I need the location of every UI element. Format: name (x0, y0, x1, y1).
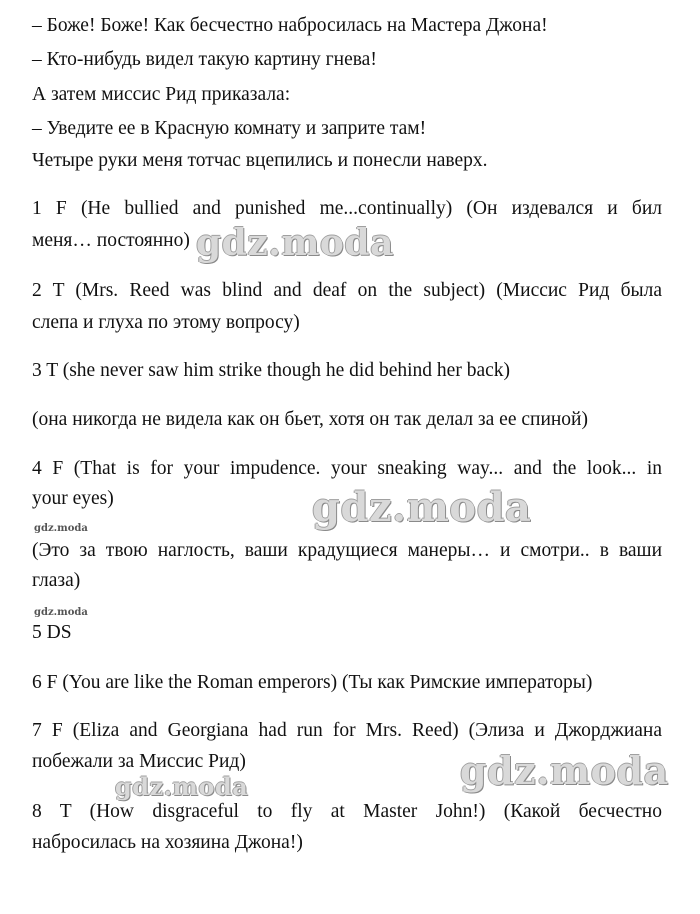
watermark-small: gdz.moda (34, 607, 88, 618)
watermark-logo: gdz.moda (312, 484, 532, 531)
text-line-5: Четыре руки меня тотчас вцепились и понесли наверх. (32, 150, 488, 171)
answer-8-line-2: набросилась на хозяина Джона!) (32, 832, 303, 853)
answer-5-line-1: 5 DS (32, 622, 72, 643)
answer-3-line-1: 3 T (she never saw him strike though he did behind her back) (32, 360, 510, 381)
answer-1-line-2: меня… постоянно) (32, 230, 190, 251)
answer-3-line-2: (она никогда не видела как он бьет, хотя он так делал за ее спиной) (32, 409, 588, 430)
watermark-logo: gdz.moda (460, 748, 669, 793)
text-line-2: – Кто-нибудь видел такую картину гнева! (32, 49, 377, 70)
answer-7-line-1: 7 F (Eliza and Georgiana had run for Mrs. Reed) (Элиза и Джорджиана (32, 720, 662, 741)
answer-4-line-3: (Это за твою наглость, ваши крадущиеся манеры… и смотри.. в ваши (32, 540, 662, 561)
answer-4-line-2: your eyes) (32, 488, 114, 509)
text-line-4: – Уведите ее в Красную комнату и заприте там! (32, 118, 427, 139)
watermark-logo: gdz.moda (196, 222, 394, 264)
answer-6-line-1: 6 F (You are like the Roman emperors) (Ты как Римские императоры) (32, 672, 593, 693)
watermark-logo: gdz.moda (115, 772, 249, 801)
answer-7-line-2: побежали за Миссис Рид) (32, 751, 246, 772)
text-line-1: – Боже! Боже! Как бесчестно набросилась на Мастера Джона! (32, 15, 548, 36)
text-line-3: А затем миссис Рид приказала: (32, 84, 291, 105)
watermark-small: gdz.moda (34, 523, 88, 534)
answer-2-line-2: слепа и глуха по этому вопросу) (32, 312, 300, 333)
answer-1-line-1: 1 F (He bullied and punished me...continually) (Он издевался и бил (32, 198, 662, 219)
answer-2-line-1: 2 T (Mrs. Reed was blind and deaf on the subject) (Миссис Рид была (32, 280, 662, 301)
answer-8-line-1: 8 T (How disgraceful to fly at Master John!) (Какой бесчестно (32, 801, 662, 822)
answer-4-line-4: глаза) (32, 570, 81, 591)
answer-4-line-1: 4 F (That is for your impudence. your sneaking way... and the look... in (32, 458, 662, 479)
